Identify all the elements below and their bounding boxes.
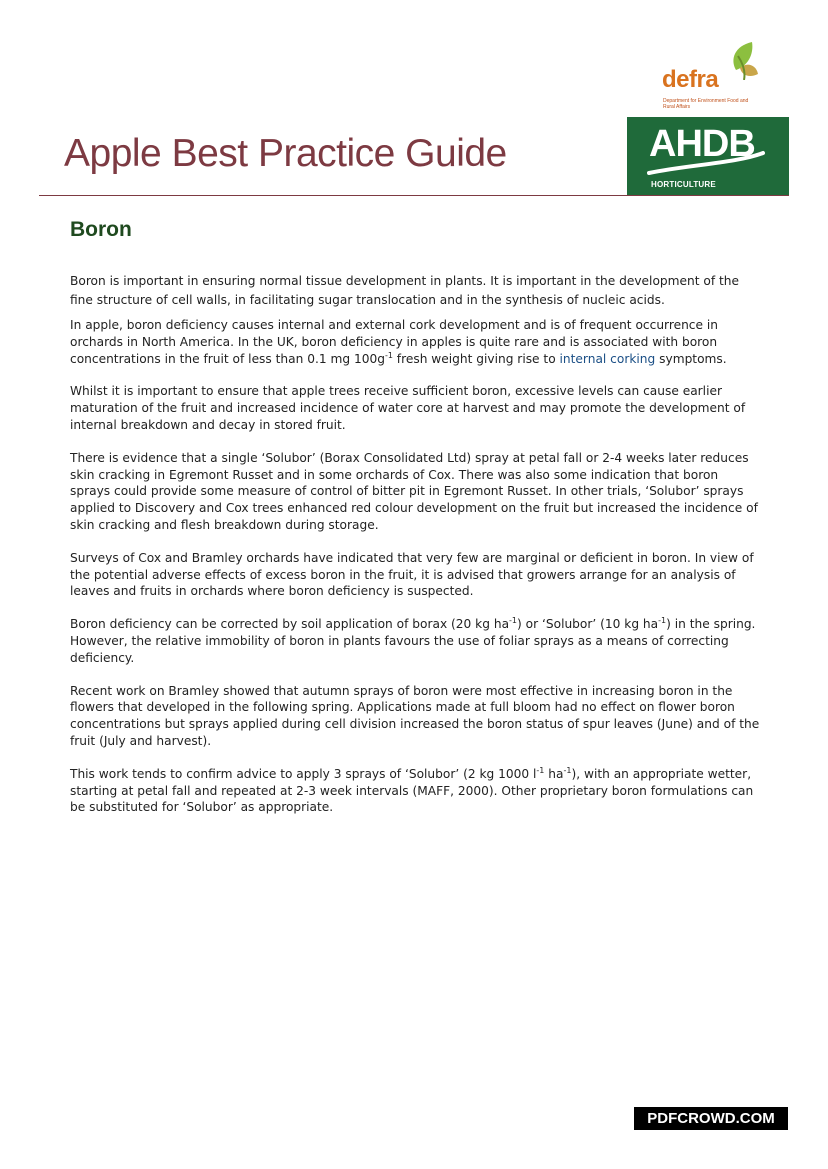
paragraph: Surveys of Cox and Bramley orchards have indicated that very few are marginal or deficient in boron. In view of the potential adverse effects of excess boron in the fruit, it is advised that growers arrange for an analysis of leaves and fruits in orchards where boron deficiency is suspected. bbox=[70, 550, 754, 599]
paragraph: In apple, boron deficiency causes internal and external cork development and is of frequent occurrence in orchards in North America. In the UK, boron deficiency in apples is quite rare and is associated with boron concentrations in the fruit of less than 0.1 mg $100g^{-1}$ fresh weight giving rise to internal corking symptoms. bbox=[70, 318, 727, 366]
defra-logo bbox=[660, 40, 760, 114]
paragraph: Whilst it is important to ensure that apple trees receive sufficient boron, excessive levels can cause earlier maturation of the fruit and increased incidence of water core at harvest and may promote the development of internal breakdown and decay in stored fruit. bbox=[70, 384, 746, 432]
paragraph: Recent work on Bramley showed that autumn sprays of boron were most effective in increasing boron in the flowers that developed in the following spring. Applications made at full bloom had no effect on flower boron concentrations but sprays applied during cell division increased the boron status of spur leaves (June) and of the fruit (July and harvest). bbox=[70, 683, 760, 748]
ahdb-subtitle: HORTICULTURE bbox=[651, 180, 716, 189]
paragraph: There is evidence that a single ‘Solubor’ (Borax Consolidated Ltd) spray at petal fall or 2-4 weeks later reduces skin cracking in Egremont Russet and in some orchards of Cox. There was also some indication that boron sprays could provide some measure of control of bitter pit in Egremont Russet. In other trials, ‘Solubor’ sprays applied to Discovery and Cox trees enhanced red colour development on the fruit but increased the incidence of skin cracking and flesh breakdown during storage. bbox=[70, 450, 758, 532]
ahdb-wordmark: AHDB bbox=[649, 123, 755, 165]
paragraph: Boron is important in ensuring normal tissue development in plants. It is important in the development of the fine structure of cell walls, in facilitating sugar translocation and in the synthesis of nucleic acids. bbox=[70, 274, 740, 307]
defra-subtitle: Department for Environment Food and Rural Affairs bbox=[663, 98, 749, 110]
pdfcrowd-badge[interactable]: PDFCROWD.COM bbox=[634, 1107, 788, 1130]
section-heading: Boron bbox=[70, 218, 132, 241]
ahdb-logo bbox=[627, 117, 789, 195]
article-body bbox=[70, 272, 760, 816]
paragraph: This work tends to confirm advice to apply 3 sprays of ‘Solubor’ (2 kg 1000 $l^{-1}$ $ha^{-1}$), with an appropriate wetter, starting at petal fall and repeated at 2-3 week intervals (MAFF, 2000). Other proprietary boron formulations can be substituted for ‘Solubor’ as appropriate. bbox=[70, 765, 754, 815]
paragraph: Boron deficiency can be corrected by soil application of borax (20 kg $ha^{-1}$) or ‘Solubor’ (10 kg $ha^{-1}$) in the spring. However, the relative immobility of boron in plants favours the use of foliar sprays as a means of correcting deficiency. bbox=[70, 616, 756, 665]
defra-wordmark: defra bbox=[662, 66, 719, 93]
internal-corking-link[interactable]: internal corking bbox=[559, 351, 656, 366]
page-title: Apple Best Practice Guide bbox=[64, 132, 507, 175]
header-divider bbox=[39, 195, 789, 196]
